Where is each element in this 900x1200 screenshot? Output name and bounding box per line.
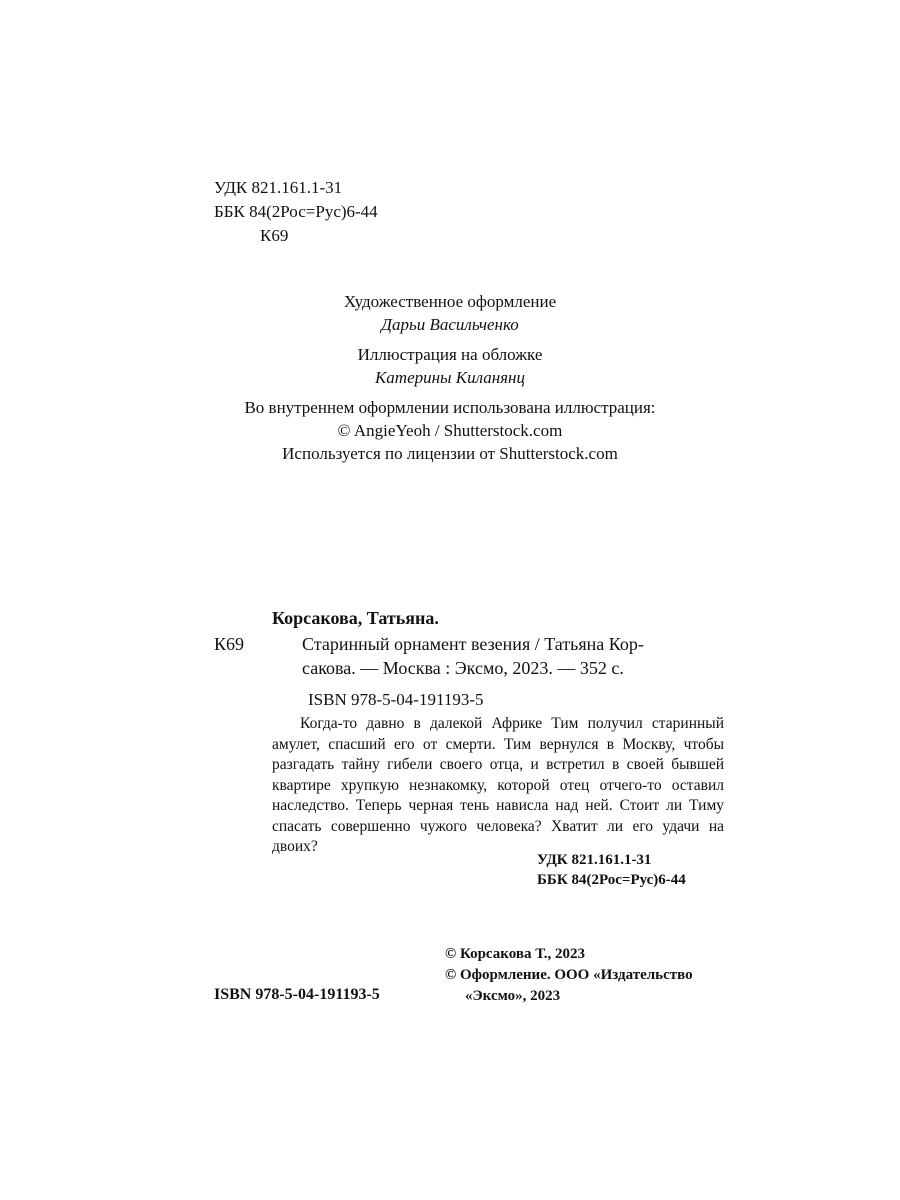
bib-title-description [302,632,724,680]
license-note: Используется по лицензии от Shutterstock.com [282,444,618,463]
inner-illustration-source: © AngieYeoh / Shutterstock.com [337,421,563,440]
copyright-publisher: «Эксмо», 2023 [465,988,561,1004]
annotation: Когда-то давно в далекой Африке Тим получил старинный амулет, спасший его от смерти. Тим вернулся в Москву, чтобы разгадать тайну гибели своего отца, и встретил в своей бывшей квартире хрупкую незнакомку, которой отец отчего-то оставил наследство. Теперь черная тень нависла над ней. Стоит ли Тиму спасать совершенно чужого человека? Хватит ли его удачи на двоих? [272,715,724,855]
credits-block [0,290,900,465]
bib-author: Корсакова, Татьяна. [272,608,439,628]
copyright-design: © Оформление. ООО «Издательство [445,967,693,983]
bottom-classification-codes [537,850,686,890]
bottom-udk-code: УДК 821.161.1-31 [537,852,652,868]
udk-code: УДК 821.161.1-31 [214,178,343,197]
bib-author-sign: К69 [214,634,245,654]
inner-illustration-note: Во внутреннем оформлении использована иллюстрация: [244,398,656,417]
author-sign: К69 [260,226,289,245]
bib-isbn: ISBN 978-5-04-191193-5 [308,690,484,709]
design-name: Дарьи Васильченко [381,315,519,334]
cover-label: Иллюстрация на обложке [357,345,543,364]
bib-title-line2: сакова. — Москва : Эксмо, 2023. — 352 с. [302,658,624,678]
footer-isbn: ISBN 978-5-04-191193-5 [214,986,380,1003]
bbk-code: ББК 84(2Рос=Рус)6-44 [214,202,378,221]
copyright-author: © Корсакова Т., 2023 [445,946,585,962]
classification-codes [214,176,378,248]
design-label: Художественное оформление [343,292,557,311]
copyright-block [445,944,693,1007]
cover-name: Катерины Киланянц [375,368,525,387]
bottom-bbk-code: ББК 84(2Рос=Рус)6-44 [537,872,686,888]
bib-title-line1: Старинный орнамент везения / Татьяна Кор- [302,634,644,654]
